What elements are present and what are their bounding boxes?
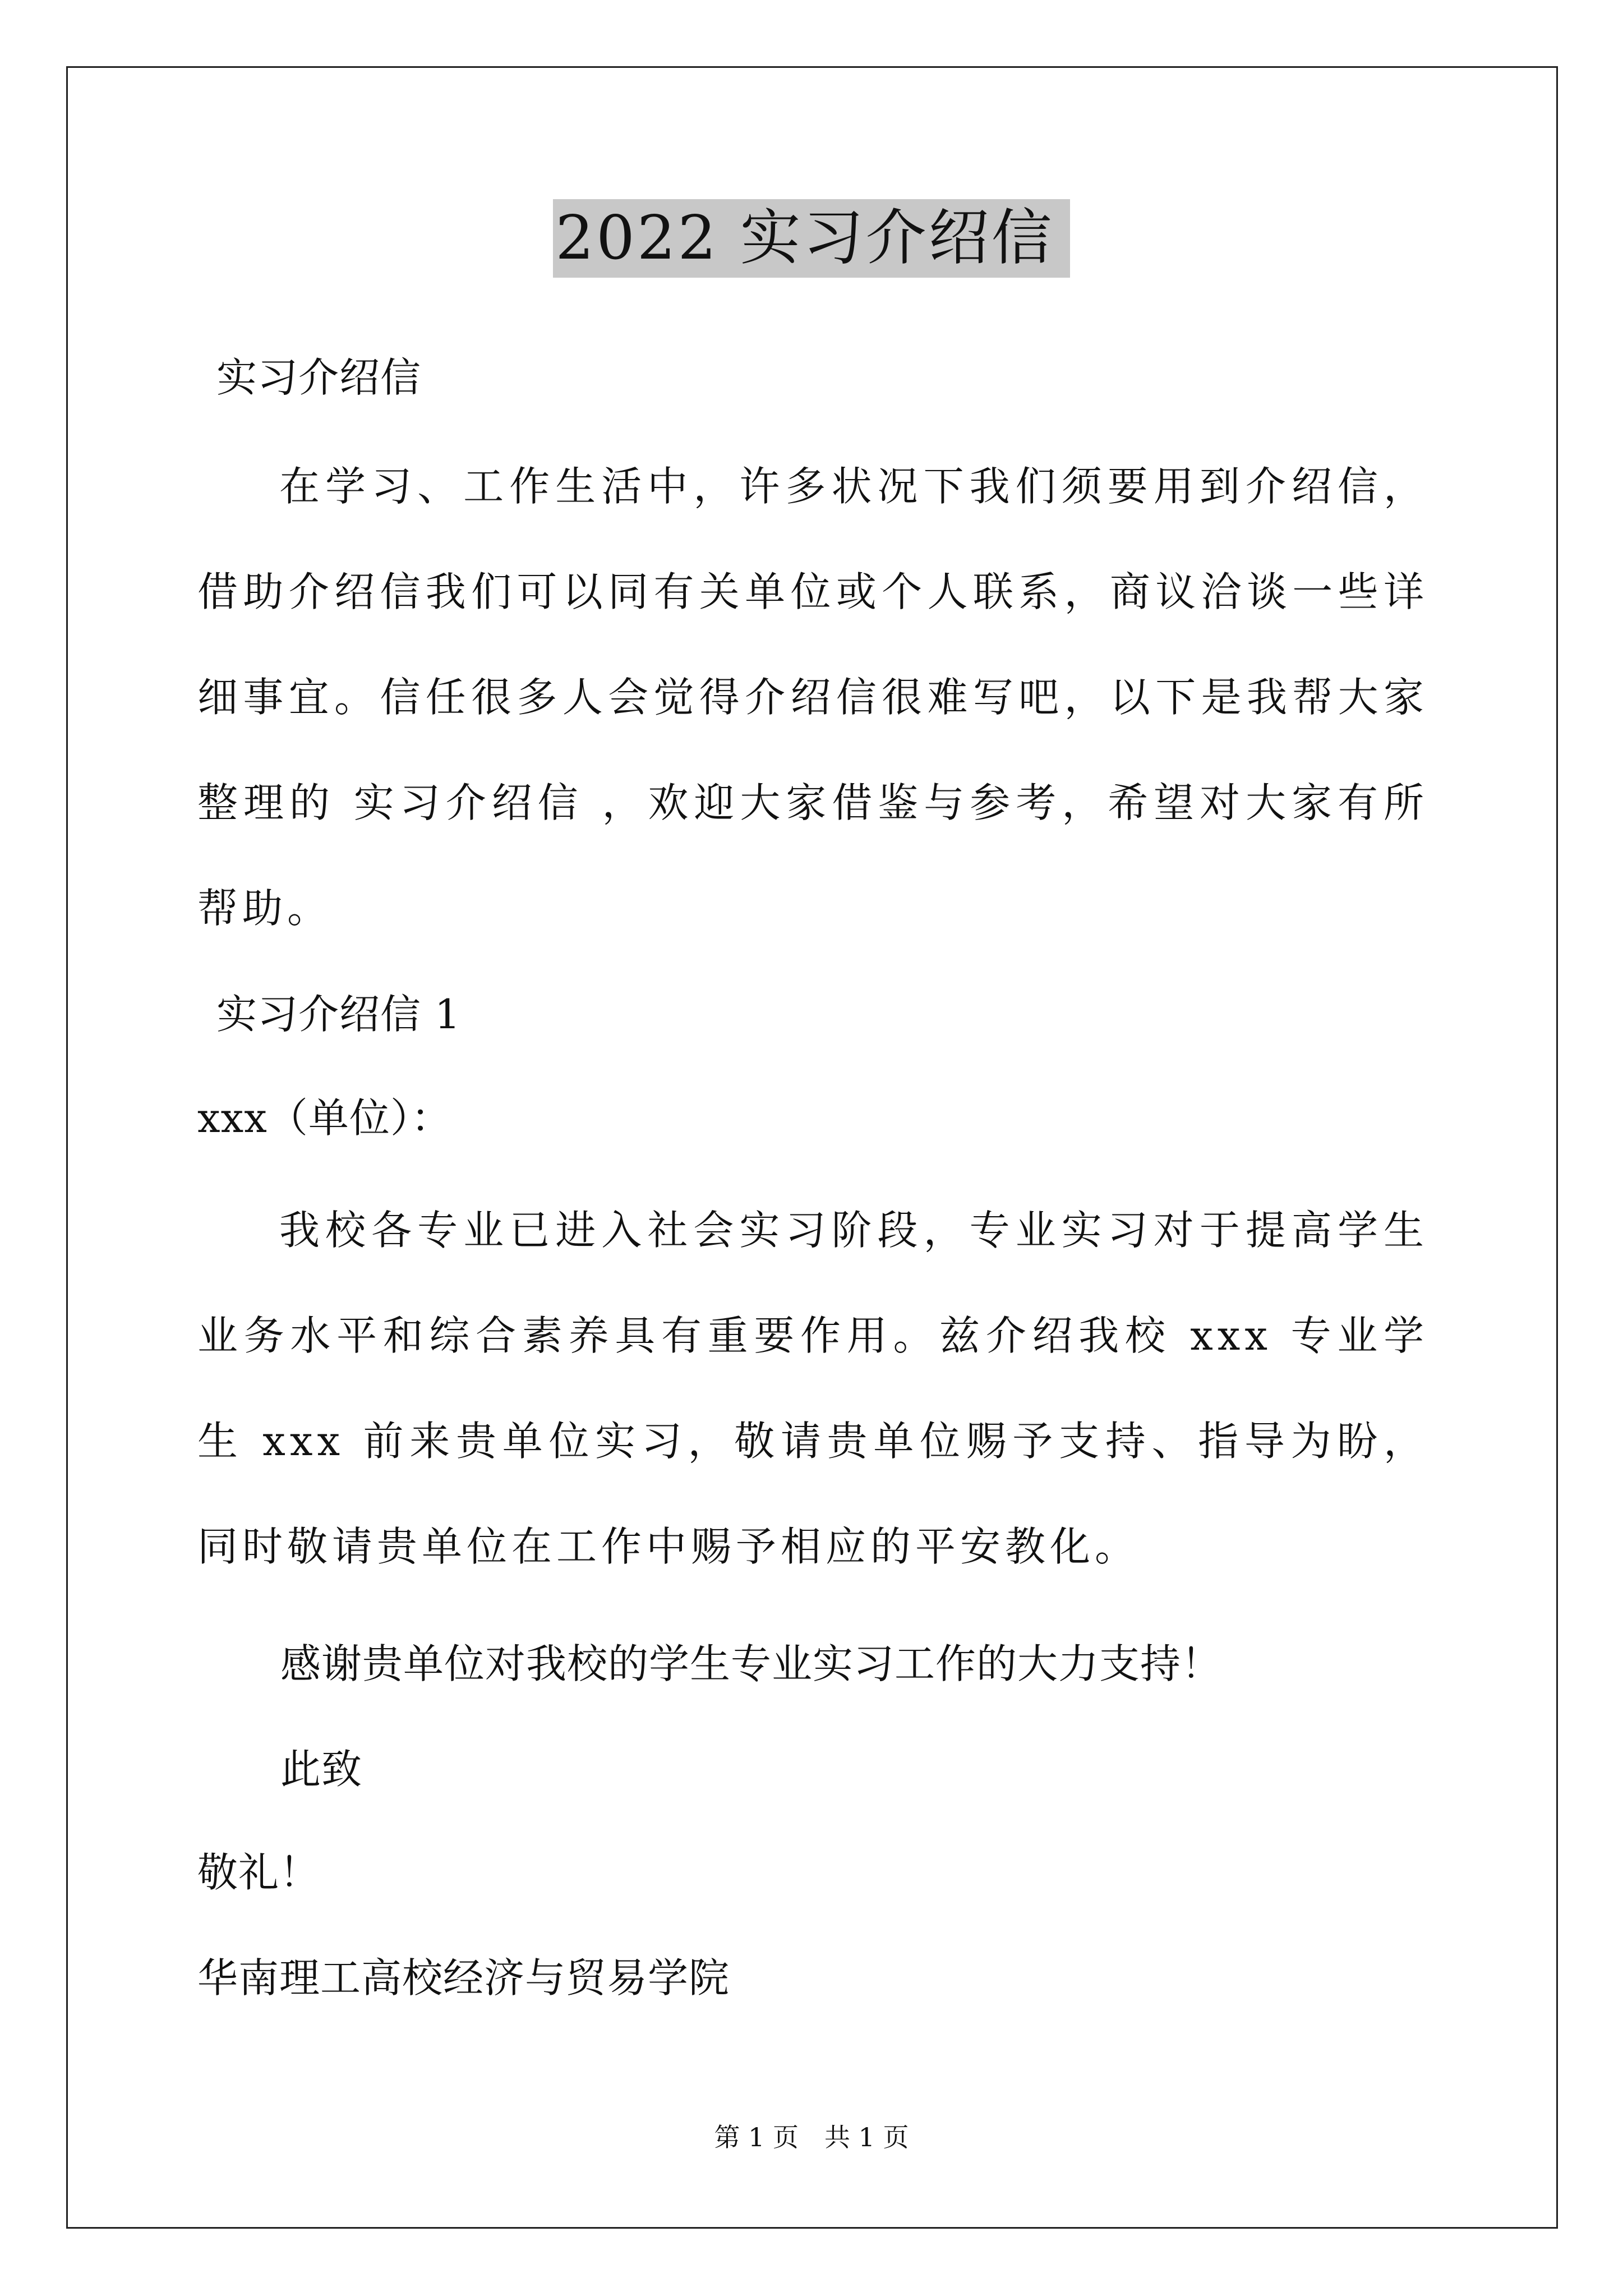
letter-paragraph-1: 我校各专业已进入社会实习阶段，专业实习对于提高学生业务水平和综合素养具有重要作用。兹介绍我校 xxx 专业学生 xxx 前来贵单位实习，敬请贵单位赐予支持、指导为盼，同时敬请贵单位在工作中赐予相应的平安教化。 [197,1207,1428,1570]
intro-paragraph: 在学习、工作生活中，许多状况下我们须要用到介绍信，借助介绍信我们可以同有关单位或个人联系，商议洽谈一些详细事宜。信任很多人会觉得介绍信很难写吧，以下是我帮大家整理的 实习介绍信 ，欢迎大家借鉴与参考，希望对大家有所帮助。 [197,463,1428,932]
closing-line-2: 敬礼！ [197,1849,321,1896]
signature: 华南理工高校经济与贸易学院 [197,1954,730,2001]
letter-heading: 实习介绍信 1 [216,991,461,1038]
section-heading: 实习介绍信 [216,354,422,401]
closing-line-1: 此致 [280,1746,363,1793]
letter-salutation: xxx（单位）： [197,1094,452,1142]
document-title: 2022 实习介绍信 [553,199,1069,278]
letter-paragraph-2: 感谢贵单位对我校的学生专业实习工作的大力支持！ [280,1640,1223,1687]
page-footer: 第 1 页 共 1 页 [714,2122,909,2152]
title-container [0,199,1623,278]
